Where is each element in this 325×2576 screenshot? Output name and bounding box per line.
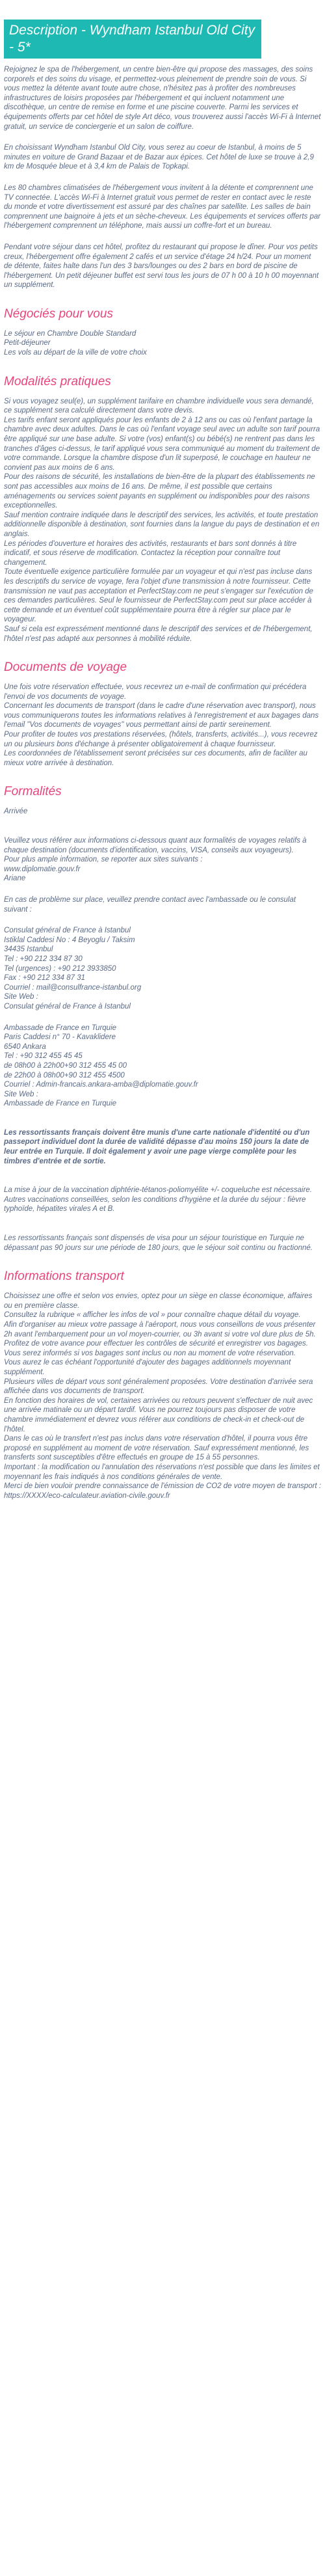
description-paragraph: Rejoignez le spa de l'hébergement, un centre bien-être qui propose des massages, des soins corporels et des soins du visage, et permettez-vous pleinement de prendre soin de vous. Si vous mettez la détente avant toute autre chose, n'hésitez pas à profiter des nombreuses infrastructures de loisirs proposées par l'hébergement et qui incluent notamment une discothèque, un centre de remise en forme et une piscine couverte. Parmi les services et équipements offerts par cet hôtel de style Art déco, vous trouverez aussi l'accès Wi-Fi à Internet gratuit, un service de conciergerie et un salon de coiffure. <box>4 66 321 131</box>
negocies-heading: Négociés pour vous <box>4 306 113 321</box>
documents-text: Une fois votre réservation effectuée, vous recevrez un e-mail de confirmation qui précédera l'envoi de vos documents de voyage. Concernant les documents de transport (dans le cadre d'une réservation avec transport), nous vous communiquerons toutes les informations relatives à l'enregistrement et aux bagages dans l'email "Vos documents de voyages" vous permettant ainsi de partir sereinement. Pour profiter de toutes vos prestations réservées, (hôtels, transferts, activités...), vous recevrez un ou plusieurs bons d'échange à présenter obligatoirement à chaque fournisseur. Les coordonnées de l'établissement seront précisées sur ces documents, afin de faciliter au mieux votre arrivée à destination. <box>4 683 319 767</box>
page-title: Description - Wyndham Istanbul Old City - 5* <box>4 20 261 59</box>
negocies-item: Le séjour en Chambre Double Standard <box>4 329 136 338</box>
vaccination-notice: La mise à jour de la vaccination diphtérie-tétanos-poliomyélite +/- coqueluche est nécessaire. Autres vaccinations conseillées, selon les conditions d'hygiène et la durée du séjour : fièvre typhoïde, hépatites virales A et B. <box>4 1186 312 1213</box>
ambassade-info: Ambassade de France en Turquie Paris Caddesi n° 70 - Kavaklidere 6540 Ankara Tel : +90 312 455 45 45 de 08h00 à 22h00+90 312 455 45 00 de 22h00 à 08h00+90 312 455 4500 Courriel : Admin-francais.ankara-amba@diplomatie.gouv.fr Site Web : Ambassade de France en Turquie <box>4 1024 198 1108</box>
transport-text: Choisissez une offre et selon vos envies, optez pour un siège en classe économique, affaires ou en première classe. Consultez la rubrique « afficher les infos de vol » pour connaître chaque détail du voyage. Afin d'organiser au mieux votre passage à l'aéroport, nous vous conseillons de vous présenter 2h avant l'embarquement pour un vol moyen-courrier, ou 3h avant si votre vol dure plus de 5h. Profitez de votre avance pour effectuer les contrôles de sécurité et enregistrer vos bagages. Vous serez informés si vos bagages sont inclus ou non au moment de votre réservation. Vous aurez le cas échéant l'opportunité d'ajouter des bagages additionnels moyennant supplément. Plusieurs villes de départ vous sont généralement proposées. Votre destination d'arrivée sera affichée dans vos documents de transport. En fonction des horaires de vol, certaines arrivées ou retours peuvent s'effectuer de nuit avec une arrivée matinale ou un départ tardif. Vous ne pourrez toujours pas disposer de votre chambre immédiatement et devrez vous référer aux conditions de check-in et check-out de l'hôtel. Dans le cas où le transfert n'est pas inclus dans votre réservation d'hôtel, il pourra vous être proposé en supplément au moment de votre réservation. Sauf expressément mentionné, les transferts sont susceptibles d'être effectués en groupe de 15 à 55 personnes. Important : la modification ou l'annulation des réservations n'est possible que dans les limites et moyennant les frais indiqués à nos conditions générales de vente. Merci de bien vouloir prendre connaissance de l'émission de CO2 de votre moyen de transport : https://XXXX/eco-calculateur.aviation-civile.gouv.fr <box>4 1292 322 1500</box>
documents-heading: Documents de voyage <box>4 660 127 675</box>
modalites-text: Si vous voyagez seul(e), un supplément tarifaire en chambre individuelle vous sera demandé, ce supplément sera calculé directement dans votre devis. Les tarifs enfant seront appliqués pour les enfants de 2 à 12 ans ou cas où l'enfant partage la chambre avec deux adultes. Dans le cas où l'enfant voyage seul avec un adulte son tarif pourra être appliqué sur une base adulte. Si votre (vos) enfant(s) ou bébé(s) ne rentrent pas dans les tranches d'âges ci-dessus, le tarif appliqué vous sera communiqué au moment du traitement de votre commande. Lorsque la chambre dispose d'un lit superposé, le couchage en hauteur ne convient pas aux moins de 6 ans. Pour des raisons de sécurité, les installations de bien-être de la plupart des établissements ne sont pas accessibles aux moins de 16 ans. De même, il est possible que certains aménagements ou services soient payants en supplément ou indisponibles pour des raisons exceptionnelles. Sauf mention contraire indiquée dans le descriptif des services, les activités, et toute prestation additionnelle disponible à destination, sont fournies dans la langue du pays de destination et en anglais. Les périodes d'ouverture et horaires des activités, restaurants et bars sont donnés à titre indicatif, et sous réserve de modification. Contactez la réception pour connaître tout changement. Toute éventuelle exigence particulière formulée par un voyageur et qui n'est pas incluse dans les descriptifs du service de voyage, fera l'objet d'une transmission à notre fournisseur. Cette transmission ne vaut pas acceptation et PerfectStay.com ne peut s'engager sur l'exécution de ces demandes particulières. Seul le fournisseur de PerfectStay.com peut sur place accéder à cette demande et un éventuel coût supplémentaire pourra être à régler sur place par le voyageur. Sauf si cela est expressément mentionné dans le descriptif des services et de l'hébergement, l'hôtel n'est pas adapté aux personnes à mobilité réduite. <box>4 397 320 643</box>
consulat-info: Consulat général de France à Istanbul Istiklal Caddesi No : 4 Beyoglu / Taksim 34435 Istanbul Tel : +90 212 334 87 30 Tel (urgences) : +90 212 3933850 Fax : +90 212 334 87 31 Courriel : mail@consulfrance-istanbul.org Site Web : Consulat général de France à Istanbul <box>4 927 142 1010</box>
modalites-heading: Modalités pratiques <box>4 374 111 388</box>
passport-notice: Les ressortissants français doivent être munis d'une carte nationale d'identité ou d'un passeport individuel dont la durée de validité dépasse d'au moins 150 jours la date de leur entrée en Turquie. Il doit également y avoir une page vierge complète pour les timbres d'entrée et de sortie. <box>4 1128 310 1165</box>
description-paragraph: Les 80 chambres climatisées de l'hébergement vous invitent à la détente et comprennent une TV connectée. L'accès Wi-Fi à Internet gratuit vous permet de rester en contact avec le reste du monde et votre divertissement est assuré par des chaînes par satellite. Les salles de bain comprennent une baignoire à jets et un sèche-cheveux. Les équipements et services offerts par l'hébergement comprennent un téléphone, mais aussi un coffre-fort et un bureau. <box>4 183 321 230</box>
formalites-heading: Formalités <box>4 785 62 799</box>
transport-heading: Informations transport <box>4 1269 124 1284</box>
formalites-arrival: Arrivée <box>4 807 28 816</box>
formalites-visa: Veuillez vous référer aux informations ci-dessous quant aux formalités de voyages relatifs à chaque destination (documents d'identification, vaccins, VISA, conseils aux voyageurs). Pour plus ample information, se reporter aux sites suivants : www.diplomatie.gouv.fr Ariane <box>4 837 307 883</box>
negocies-item: Les vols au départ de la ville de votre choix <box>4 349 147 357</box>
description-paragraph: Pendant votre séjour dans cet hôtel, profitez du restaurant qui propose le dîner. Pour vos petits creux, l'hébergement offre également 2 cafés et un service d'étage 24 h/24. Pour un moment de détente, faites halte dans l'un des 3 bars/lounges ou des 2 bars en bord de piscine de l'hébergement. Un petit déjeuner buffet est servi tous les jours de 07 h 00 à 10 h 00 moyennant un supplément. <box>4 243 319 290</box>
negocies-item: Petit-déjeuner <box>4 339 51 347</box>
negocies-list <box>4 329 321 358</box>
formalites-ambassade: En cas de problème sur place, veuillez prendre contact avec l'ambassade ou le consulat suivant : <box>4 896 296 914</box>
description-paragraph: En choisissant Wyndham Istanbul Old City, vous serez au coeur de Istanbul, à moins de 5 minutes en voiture de Grand Bazaar et de Bazar aux épices. Cet hôtel de luxe se trouve à 2,9 km de Mosquée bleue et à 3,4 km de Palais de Topkapi. <box>4 144 314 171</box>
visa-notice: Les ressortissants français sont dispensés de visa pour un séjour touristique en Turquie ne dépassant pas 90 jours sur une période de 180 jours, que le séjour soit continu ou fractionné. <box>4 1234 313 1252</box>
